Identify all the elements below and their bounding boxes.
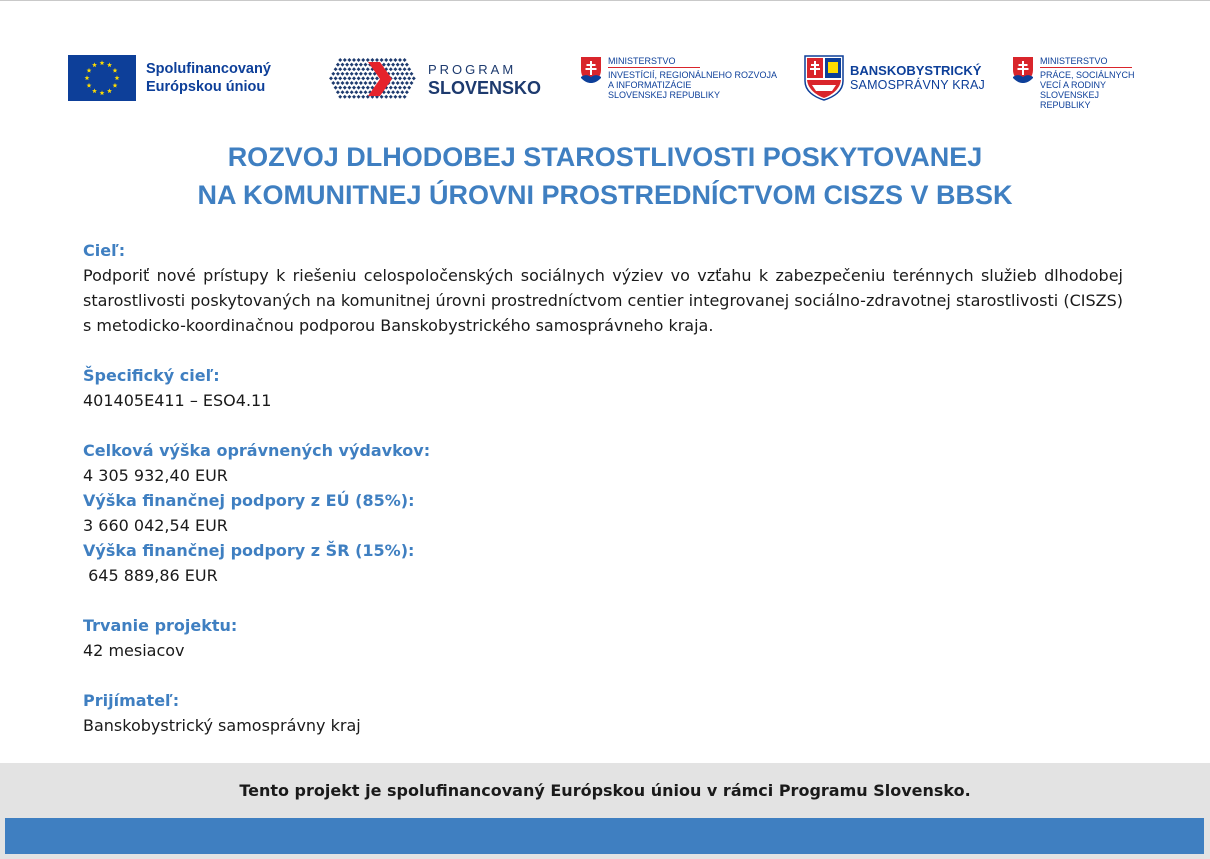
eu-logo-line2: Európskou úniou	[146, 79, 266, 95]
program-dot-icon	[391, 63, 395, 67]
program-dot-icon	[403, 86, 407, 90]
program-dot-icon	[391, 81, 395, 85]
program-slovensko-logo	[328, 56, 541, 102]
total-expenses-value: 4 305 932,40 EUR	[83, 466, 228, 485]
program-dot-icon	[361, 86, 365, 90]
footer	[0, 763, 1210, 859]
program-slovensko-mark-icon	[328, 56, 420, 102]
program-dot-icon	[357, 95, 361, 99]
program-dot-icon	[336, 90, 340, 94]
program-dot-icon	[410, 72, 414, 76]
program-dot-icon	[373, 81, 377, 85]
program-dot-icon	[357, 67, 361, 71]
program-dot-icon	[400, 72, 404, 76]
bbsk-line2: SAMOSPRÁVNY KRAJ	[850, 78, 985, 92]
program-dot-icon	[350, 63, 354, 67]
spacer	[83, 413, 1123, 438]
program-dot-icon	[354, 81, 358, 85]
program-dot-icon	[403, 58, 407, 62]
program-dot-icon	[334, 76, 338, 80]
program-dot-icon	[364, 72, 368, 76]
page-title	[0, 138, 1210, 214]
program-dot-icon	[396, 72, 400, 76]
program-dot-icon	[389, 95, 393, 99]
duration-label: Trvanie projektu:	[83, 616, 238, 635]
program-slovensko-line2: SLOVENSKO	[428, 78, 542, 98]
program-dot-icon	[354, 72, 358, 76]
program-dot-icon	[370, 58, 374, 62]
program-dot-icon	[391, 72, 395, 76]
sr-support-label: Výška finančnej podpory z ŠR (15%):	[83, 541, 415, 560]
program-dot-icon	[366, 58, 370, 62]
program-slovensko-line1: PROGRAM	[428, 62, 517, 77]
program-dot-icon	[384, 58, 388, 62]
program-slovensko-text	[428, 61, 541, 97]
bbsk-text	[850, 63, 985, 93]
program-dot-icon	[389, 86, 393, 90]
mpsvr-logo	[1012, 56, 1150, 110]
mpsvr-line2: VECÍ A RODINY	[1040, 80, 1107, 90]
program-dot-icon	[361, 58, 365, 62]
program-dot-icon	[403, 67, 407, 71]
sr-support-value: 645 889,86 EUR	[83, 566, 218, 585]
program-dot-icon	[407, 76, 411, 80]
mpsvr-head: MINISTERSTVO	[1040, 56, 1132, 68]
mpsvr-line1: PRÁCE, SOCIÁLNYCH	[1040, 70, 1135, 80]
program-dot-icon	[352, 67, 356, 71]
program-dot-icon	[347, 95, 351, 99]
program-dot-icon	[405, 81, 409, 85]
mirri-text	[608, 56, 778, 100]
program-dot-icon	[331, 72, 335, 76]
program-dot-icon	[393, 95, 397, 99]
program-dot-icon	[366, 67, 370, 71]
program-dot-icon	[396, 90, 400, 94]
bbsk-crest-icon	[804, 55, 844, 101]
program-dot-icon	[336, 63, 340, 67]
program-dot-icon	[412, 76, 416, 80]
eu-logo	[68, 55, 296, 101]
goal-text: Podporiť nové prístupy k riešeniu celospoločenských sociálnych výziev vo vzťahu k zabezpečeniu terénnych služieb dlhodobej starostlivosti poskytovaných na komunitnej úrovni prostredníctvom centier integrovanej sociálno-zdravotnej starostlivosti (CISZS) s metodicko-koordinačnou podporou Banskobystrického samosprávneho kraja.	[83, 266, 1123, 335]
program-dot-icon	[403, 95, 407, 99]
program-dot-icon	[357, 86, 361, 90]
program-dot-icon	[343, 76, 347, 80]
program-dot-icon	[398, 67, 402, 71]
program-dot-icon	[359, 72, 363, 76]
program-dot-icon	[343, 86, 347, 90]
program-dot-icon	[396, 63, 400, 67]
program-dot-icon	[396, 81, 400, 85]
program-dot-icon	[345, 72, 349, 76]
program-dot-icon	[334, 86, 338, 90]
program-dot-icon	[405, 63, 409, 67]
program-dot-icon	[350, 72, 354, 76]
program-dot-icon	[341, 90, 345, 94]
program-dot-icon	[345, 81, 349, 85]
program-dot-icon	[364, 81, 368, 85]
duration-value: 42 mesiacov	[83, 641, 185, 660]
eu-support-value: 3 660 042,54 EUR	[83, 516, 228, 535]
program-dot-icon	[359, 81, 363, 85]
program-dot-icon	[361, 67, 365, 71]
program-dot-icon	[387, 63, 391, 67]
program-dot-icon	[336, 72, 340, 76]
program-dot-icon	[341, 81, 345, 85]
footer-bar	[5, 818, 1204, 854]
program-dot-icon	[364, 63, 368, 67]
program-dot-icon	[338, 58, 342, 62]
recipient-value: Banskobystrický samosprávny kraj	[83, 716, 361, 735]
mpsvr-line3: SLOVENSKEJ REPUBLIKY	[1040, 90, 1100, 110]
program-dot-icon	[389, 58, 393, 62]
program-dot-icon	[398, 86, 402, 90]
program-dot-icon	[375, 58, 379, 62]
program-dot-icon	[366, 86, 370, 90]
spacer	[83, 338, 1123, 363]
program-dot-icon	[380, 58, 384, 62]
eu-support-label: Výška finančnej podpory z EÚ (85%):	[83, 491, 415, 510]
program-dot-icon	[407, 86, 411, 90]
program-dot-icon	[398, 58, 402, 62]
program-dot-icon	[354, 90, 358, 94]
logo-row	[0, 48, 1210, 110]
program-dot-icon	[389, 67, 393, 71]
program-dot-icon	[336, 81, 340, 85]
program-dot-icon	[338, 86, 342, 90]
mirri-line1: INVESTÍCIÍ, REGIONÁLNEHO ROZVOJA	[608, 70, 778, 80]
total-expenses-label: Celková výška oprávnených výdavkov:	[83, 441, 431, 460]
program-dot-icon	[345, 90, 349, 94]
program-dot-icon	[331, 81, 335, 85]
program-dot-icon	[352, 86, 356, 90]
program-dot-icon	[352, 58, 356, 62]
program-dot-icon	[368, 81, 372, 85]
program-dot-icon	[347, 76, 351, 80]
program-dot-icon	[400, 81, 404, 85]
program-dot-icon	[345, 63, 349, 67]
eu-logo-line1: Spolufinancovaný	[146, 61, 271, 77]
program-dot-icon	[398, 76, 402, 80]
program-dot-icon	[350, 90, 354, 94]
program-dot-icon	[361, 95, 365, 99]
program-dot-icon	[343, 58, 347, 62]
slovak-crest-icon	[1012, 56, 1034, 84]
program-dot-icon	[375, 76, 379, 80]
program-dot-icon	[341, 72, 345, 76]
program-dot-icon	[357, 76, 361, 80]
program-dot-icon	[405, 90, 409, 94]
title-line2: NA KOMUNITNEJ ÚROVNI PROSTREDNÍCTVOM CISZS V BBSK	[197, 180, 1013, 210]
goal-label: Cieľ:	[83, 241, 126, 260]
eu-flag-icon	[68, 55, 136, 101]
program-dot-icon	[329, 76, 333, 80]
program-dot-icon	[370, 76, 374, 80]
program-dot-icon	[410, 81, 414, 85]
program-dot-icon	[338, 76, 342, 80]
footer-text: Tento projekt je spolufinancovaný Európskou úniou v rámci Programu Slovensko.	[239, 781, 971, 800]
program-dot-icon	[347, 86, 351, 90]
program-dot-icon	[334, 67, 338, 71]
mirri-logo	[580, 56, 778, 100]
program-dot-icon	[368, 72, 372, 76]
title-line1: ROZVOJ DLHODOBEJ STAROSTLIVOSTI POSKYTOVANEJ	[227, 142, 983, 172]
program-dot-icon	[352, 95, 356, 99]
program-dot-icon	[407, 67, 411, 71]
specific-goal-label: Špecifický cieľ:	[83, 366, 220, 385]
program-dot-icon	[347, 58, 351, 62]
bbsk-line1: BANSKOBYSTRICKÝ	[850, 63, 982, 78]
program-dot-icon	[350, 81, 354, 85]
mpsvr-text	[1040, 56, 1150, 110]
program-dot-icon	[341, 63, 345, 67]
program-dot-icon	[387, 90, 391, 94]
program-dot-icon	[393, 58, 397, 62]
program-dot-icon	[338, 67, 342, 71]
program-dot-icon	[352, 76, 356, 80]
top-divider	[0, 0, 1210, 1]
mirri-head: MINISTERSTVO	[608, 56, 700, 68]
program-dot-icon	[359, 63, 363, 67]
program-dot-icon	[405, 72, 409, 76]
program-dot-icon	[393, 86, 397, 90]
eu-logo-text	[146, 60, 296, 96]
program-dot-icon	[364, 90, 368, 94]
recipient-label: Prijímateľ:	[83, 691, 180, 710]
program-dot-icon	[359, 90, 363, 94]
program-dot-icon	[366, 76, 370, 80]
bbsk-logo	[804, 55, 985, 101]
program-dot-icon	[400, 63, 404, 67]
spacer	[83, 663, 1123, 688]
program-dot-icon	[361, 76, 365, 80]
program-dot-icon	[393, 67, 397, 71]
program-dot-icon	[354, 63, 358, 67]
slovak-crest-icon	[580, 56, 602, 84]
program-dot-icon	[384, 95, 388, 99]
program-dot-icon	[357, 58, 361, 62]
program-dot-icon	[393, 76, 397, 80]
spacer	[83, 588, 1123, 613]
program-dot-icon	[347, 67, 351, 71]
program-dot-icon	[343, 67, 347, 71]
program-dot-icon	[391, 90, 395, 94]
program-dot-icon	[400, 90, 404, 94]
project-details	[83, 238, 1123, 738]
mirri-line3: SLOVENSKEJ REPUBLIKY	[608, 90, 721, 100]
program-dot-icon	[398, 95, 402, 99]
mirri-line2: A INFORMATIZÁCIE	[608, 80, 692, 90]
specific-goal-value: 401405E411 – ESO4.11	[83, 391, 272, 410]
program-dot-icon	[343, 95, 347, 99]
program-dot-icon	[338, 95, 342, 99]
program-dot-icon	[403, 76, 407, 80]
